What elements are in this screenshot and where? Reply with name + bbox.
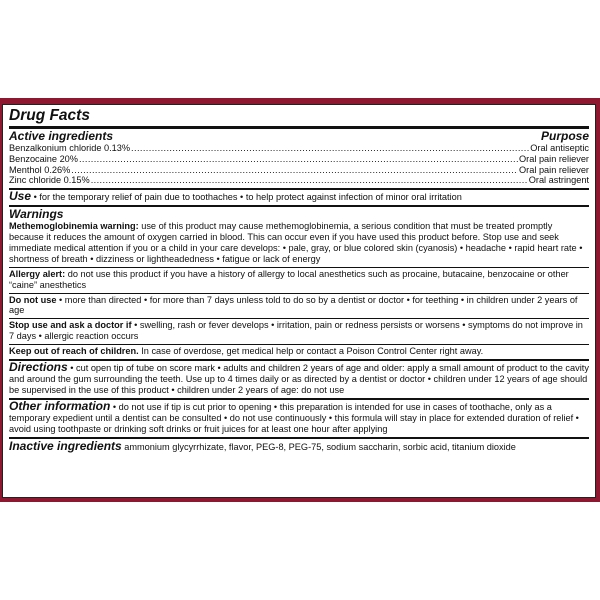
inactive-ingredients-section (9, 439, 589, 455)
ingredient-name: Zinc chloride 0.15% (9, 175, 90, 186)
allergy-alert (9, 268, 589, 293)
stop-use-text: • swelling, rash or fever develops • irritation, pain or redness persists or worsens • symptoms do not improve in 7 days • allergic reaction occurs (9, 320, 583, 342)
ingredient-name: Menthol 0.26% (9, 164, 71, 175)
methemoglobinemia-label: Methemoglobinemia warning: (9, 221, 139, 232)
other-information-text: • do not use if tip is cut prior to opening • this preparation is intended for use in cases of toothache, only as a temporary expedient until a dentist can be consulted • do not use continuously • this formula will stay in place for extended duration of relief • avoid using toothpaste or drinking soft drinks or fruit juices for at least one hour after applying (9, 401, 579, 434)
other-information-heading: Other information (9, 398, 111, 413)
ingredient-name: Benzalkonium chloride 0.13% (9, 143, 131, 153)
active-ingredients-heading: Active ingredients (9, 129, 114, 143)
leader-dots (91, 175, 528, 186)
purpose-heading: Purpose (540, 129, 589, 143)
ingredient-name: Benzocaine 20% (9, 153, 78, 164)
inactive-ingredients-text: ammonium glycyrrhizate, flavor, PEG-8, PEG-75, sodium saccharin, sorbic acid, titanium dioxide (121, 441, 516, 452)
leader-dots (131, 143, 529, 154)
active-ingredients-header (9, 130, 589, 143)
directions-section (9, 361, 589, 398)
ingredient-row (9, 143, 589, 154)
use-text: • for the temporary relief of pain due to toothaches • to help protect against infection of minor oral irritation (33, 192, 462, 203)
methemoglobinemia-warning (9, 221, 589, 265)
stop-use-label: Stop use and ask a doctor if (9, 320, 132, 331)
active-ingredients-section (9, 129, 589, 188)
directions-text: • cut open tip of tube on score mark • adults and children 2 years of age and older: apply a small amount of product to the cavity and around the gum surrounding the teeth. Use up to 4 times daily or as directed by a dentist or doctor • children under 12 years of age should be supervised in the use of this product • children under 2 years of age: do not use (9, 363, 589, 395)
ingredient-purpose: Oral pain reliever (519, 153, 589, 164)
ingredient-purpose: Oral antiseptic (530, 143, 589, 153)
use-section (9, 190, 589, 205)
drug-facts-panel (2, 104, 596, 498)
warnings-heading: Warnings (9, 207, 64, 222)
methemoglobinemia-text: use of this product may cause methemoglobinemia, a serious condition that must be treated promptly because it reduces the amount of oxygen carried in blood. This can occur even if you have used this product before. Stop use and seek immediate medical attention if you or a child in your care develops: • pale, gray, or blue colored skin (cyanosis) • headache • rapid heart rate • shortness of breath • dizziness or lightheadedness • fatigue or lack of energy (9, 221, 583, 264)
do-not-use-text: • more than directed • for more than 7 days unless told to do so by a dentist or doctor • for teething • in children under 2 years of age (9, 294, 578, 316)
leader-dots (71, 165, 518, 176)
warnings-section (9, 207, 589, 267)
other-information-section (9, 400, 589, 437)
allergy-text: do not use this product if you have a history of allergy to local anesthetics such as procaine, butacaine, benzocaine or other “caine” anesthetics (9, 268, 569, 290)
keep-out-of-reach (9, 345, 589, 359)
inactive-ingredients-heading: Inactive ingredients (9, 438, 122, 453)
allergy-label: Allergy alert: (9, 268, 66, 279)
use-heading: Use (9, 189, 32, 204)
keep-out-text: In case of overdose, get medical help or contact a Poison Control Center right away. (138, 346, 484, 357)
do-not-use-label: Do not use (9, 294, 57, 305)
directions-heading: Directions (9, 360, 68, 375)
ingredient-row (9, 165, 589, 176)
do-not-use (9, 294, 589, 319)
ingredient-row (9, 154, 589, 165)
leader-dots (79, 154, 518, 165)
drug-facts-title: Drug Facts (9, 107, 90, 124)
ingredient-row (9, 175, 589, 186)
ingredient-purpose: Oral pain reliever (519, 164, 589, 175)
stop-use (9, 319, 589, 344)
ingredient-purpose: Oral astringent (528, 175, 589, 186)
keep-out-label: Keep out of reach of children. (9, 346, 139, 357)
